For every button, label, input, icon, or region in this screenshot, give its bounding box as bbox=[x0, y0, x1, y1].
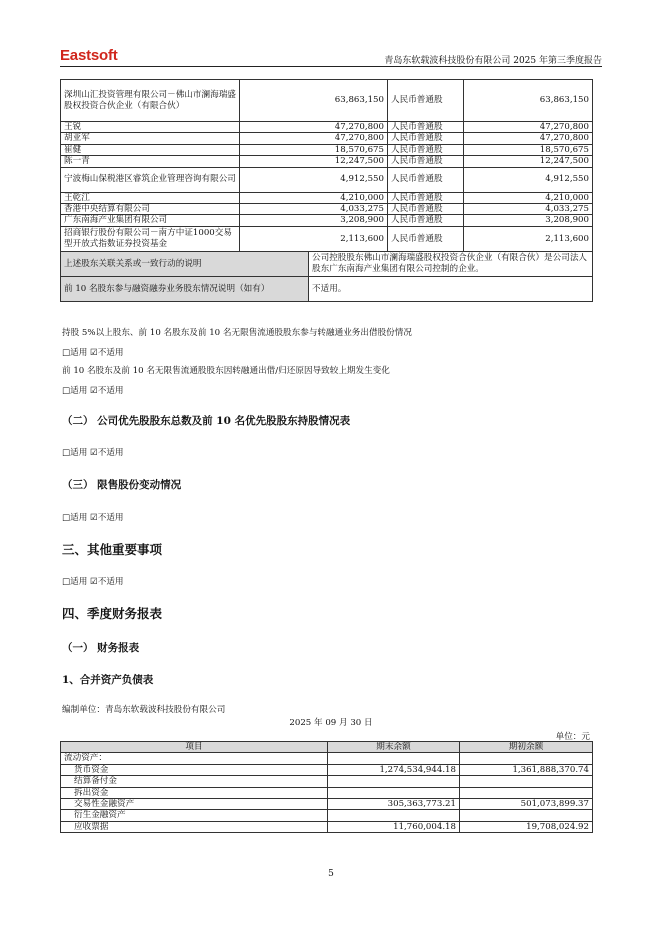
section-restricted-shares: （三） 限售股份变动情况 bbox=[62, 479, 182, 491]
end-balance bbox=[328, 787, 460, 798]
shareholder-name: 宁波梅山保税港区睿筑企业管理咨询有限公司 bbox=[61, 167, 240, 192]
table-row bbox=[61, 753, 593, 764]
share-qty: 47,270,800 bbox=[464, 122, 593, 133]
table-row bbox=[61, 215, 593, 226]
table-row bbox=[61, 276, 593, 301]
share-type: 人民币普通股 bbox=[388, 80, 464, 122]
shareholder-name: 胡亚军 bbox=[61, 133, 240, 144]
shareholder-shares: 47,270,800 bbox=[240, 122, 388, 133]
end-balance: 11,760,004.18 bbox=[328, 821, 460, 832]
share-type: 人民币普通股 bbox=[388, 204, 464, 215]
share-type: 人民币普通股 bbox=[388, 226, 464, 251]
shareholder-name: 王乾江 bbox=[61, 192, 240, 203]
margin-trading-text: 不适用。 bbox=[309, 276, 593, 301]
applicable-checkbox-5: □适用 ☑不适用 bbox=[62, 577, 124, 587]
applicable-checkbox-1: □适用 ☑不适用 bbox=[62, 348, 124, 358]
line-item: 应收票据 bbox=[61, 821, 328, 832]
currency-unit: 单位：元 bbox=[555, 732, 590, 742]
shareholder-shares: 3,208,900 bbox=[240, 215, 388, 226]
shareholder-shares: 4,912,550 bbox=[240, 167, 388, 192]
column-header: 期初余额 bbox=[460, 742, 593, 753]
report-title: 青岛东软载波科技股份有限公司 2025 年第三季度报告 bbox=[384, 56, 602, 66]
lending-note: 持股 5%以上股东、前 10 名股东及前 10 名无限售流通股股东参与转融通业务出借股份情况 bbox=[62, 328, 412, 338]
end-balance: 1,274,534,944.18 bbox=[328, 764, 460, 775]
share-type: 人民币普通股 bbox=[388, 192, 464, 203]
line-item: 拆出资金 bbox=[61, 787, 328, 798]
related-parties-text: 公司控股股东佛山市澜海瑞盛股权投资合伙企业（有限合伙）是公司法人股东广东南海产业集团有限公司控制的企业。 bbox=[309, 251, 593, 276]
share-qty: 47,270,800 bbox=[464, 133, 593, 144]
report-date: 2025 年 09 月 30 日 bbox=[289, 718, 373, 728]
company-logo: Eastsoft bbox=[60, 47, 118, 64]
begin-balance bbox=[460, 787, 593, 798]
line-item: 结算备付金 bbox=[61, 776, 328, 787]
shareholder-name: 崔健 bbox=[61, 144, 240, 155]
table-row bbox=[61, 764, 593, 775]
line-item: 交易性金融资产 bbox=[61, 799, 328, 810]
table-row bbox=[61, 226, 593, 251]
subsection-balance-sheet: 1、合并资产负债表 bbox=[62, 674, 154, 686]
table-row bbox=[61, 133, 593, 144]
table-header-row bbox=[61, 742, 593, 753]
subsection-financial-statements: （一） 财务报表 bbox=[62, 642, 140, 654]
begin-balance bbox=[460, 753, 593, 764]
shareholder-shares: 4,210,000 bbox=[240, 192, 388, 203]
shareholder-shares: 2,113,600 bbox=[240, 226, 388, 251]
share-qty: 4,210,000 bbox=[464, 192, 593, 203]
share-type: 人民币普通股 bbox=[388, 144, 464, 155]
applicable-checkbox-3: □适用 ☑不适用 bbox=[62, 448, 124, 458]
share-type: 人民币普通股 bbox=[388, 156, 464, 167]
shareholders-table bbox=[60, 79, 593, 302]
table-row bbox=[61, 204, 593, 215]
table-row bbox=[61, 167, 593, 192]
table-row bbox=[61, 776, 593, 787]
lending-change-note: 前 10 名股东及前 10 名无限售流通股股东因转融通出借/归还原因导致较上期发生变化 bbox=[62, 366, 390, 376]
begin-balance bbox=[460, 810, 593, 821]
shareholder-name: 招商银行股份有限公司－南方中证1000交易型开放式指数证券投资基金 bbox=[61, 226, 240, 251]
share-qty: 4,912,550 bbox=[464, 167, 593, 192]
begin-balance: 501,073,899.37 bbox=[460, 799, 593, 810]
table-row bbox=[61, 80, 593, 122]
table-row bbox=[61, 144, 593, 155]
section-financial-statements: 四、季度财务报表 bbox=[62, 606, 163, 621]
begin-balance: 19,708,024.92 bbox=[460, 821, 593, 832]
shareholder-name: 陈一青 bbox=[61, 156, 240, 167]
shareholder-name: 深圳山汇投资管理有限公司－佛山市澜海瑞盛股权投资合伙企业（有限合伙） bbox=[61, 80, 240, 122]
applicable-checkbox-2: □适用 ☑不适用 bbox=[62, 386, 124, 396]
shareholder-shares: 63,863,150 bbox=[240, 80, 388, 122]
shareholder-name: 香港中央结算有限公司 bbox=[61, 204, 240, 215]
end-balance bbox=[328, 753, 460, 764]
line-item: 货币资金 bbox=[61, 764, 328, 775]
end-balance bbox=[328, 776, 460, 787]
share-qty: 2,113,600 bbox=[464, 226, 593, 251]
page-number: 5 bbox=[328, 869, 334, 879]
line-item: 衍生金融资产 bbox=[61, 810, 328, 821]
column-header: 项目 bbox=[61, 742, 328, 753]
table-row bbox=[61, 251, 593, 276]
share-qty: 63,863,150 bbox=[464, 80, 593, 122]
shareholder-shares: 4,033,275 bbox=[240, 204, 388, 215]
share-type: 人民币普通股 bbox=[388, 167, 464, 192]
begin-balance: 1,361,888,370.74 bbox=[460, 764, 593, 775]
begin-balance bbox=[460, 776, 593, 787]
line-item: 流动资产： bbox=[61, 753, 328, 764]
table-row bbox=[61, 821, 593, 832]
related-parties-label: 上述股东关联关系或一致行动的说明 bbox=[61, 251, 309, 276]
balance-sheet-table bbox=[60, 741, 593, 833]
header-divider bbox=[60, 66, 602, 67]
share-qty: 3,208,900 bbox=[464, 215, 593, 226]
shareholder-shares: 12,247,500 bbox=[240, 156, 388, 167]
compiler-unit: 编制单位：青岛东软载波科技股份有限公司 bbox=[62, 705, 226, 715]
end-balance: 305,363,773.21 bbox=[328, 799, 460, 810]
end-balance bbox=[328, 810, 460, 821]
shareholder-shares: 18,570,675 bbox=[240, 144, 388, 155]
section-other-matters: 三、其他重要事项 bbox=[62, 542, 163, 557]
section-preferred-shares: （二） 公司优先股股东总数及前 10 名优先股股东持股情况表 bbox=[62, 415, 351, 427]
applicable-checkbox-4: □适用 ☑不适用 bbox=[62, 513, 124, 523]
share-qty: 18,570,675 bbox=[464, 144, 593, 155]
table-row bbox=[61, 156, 593, 167]
table-row bbox=[61, 799, 593, 810]
share-qty: 4,033,275 bbox=[464, 204, 593, 215]
share-type: 人民币普通股 bbox=[388, 122, 464, 133]
margin-trading-label: 前 10 名股东参与融资融券业务股东情况说明（如有） bbox=[61, 276, 309, 301]
shareholder-name: 王锐 bbox=[61, 122, 240, 133]
table-row bbox=[61, 787, 593, 798]
share-type: 人民币普通股 bbox=[388, 215, 464, 226]
share-type: 人民币普通股 bbox=[388, 133, 464, 144]
table-row bbox=[61, 192, 593, 203]
share-qty: 12,247,500 bbox=[464, 156, 593, 167]
column-header: 期末余额 bbox=[328, 742, 460, 753]
table-row bbox=[61, 122, 593, 133]
shareholder-shares: 47,270,800 bbox=[240, 133, 388, 144]
table-row bbox=[61, 810, 593, 821]
shareholder-name: 广东南海产业集团有限公司 bbox=[61, 215, 240, 226]
